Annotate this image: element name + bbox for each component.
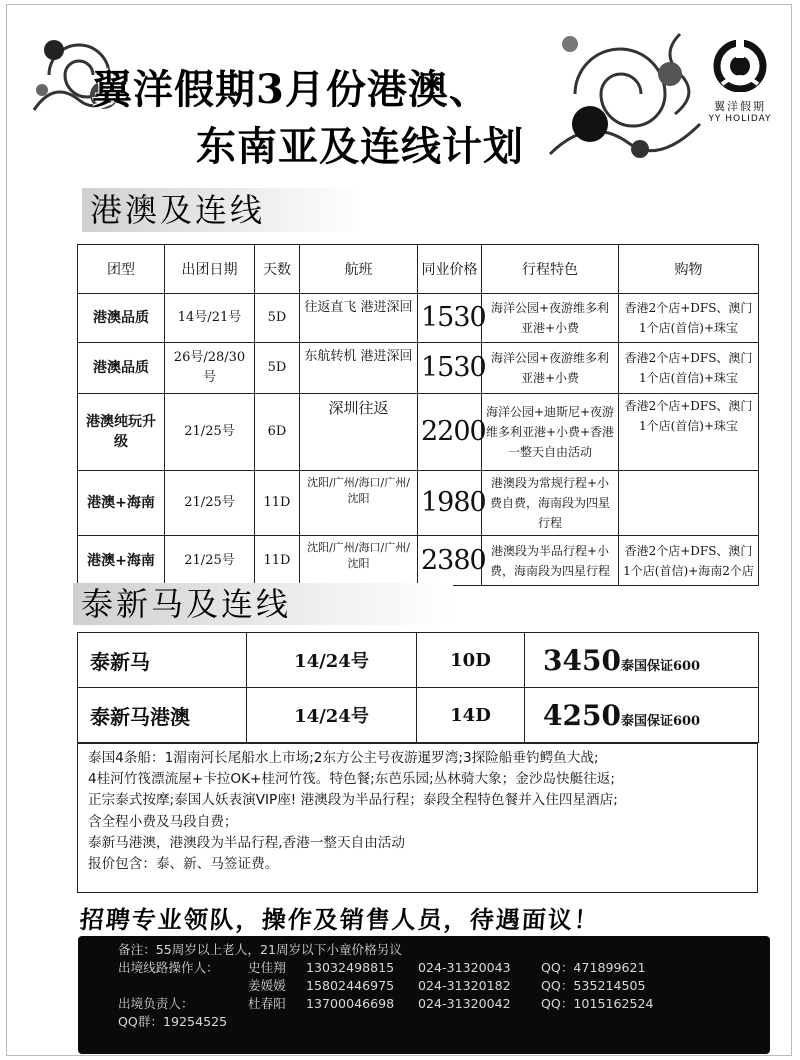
- tour-type: 港澳纯玩升级: [78, 394, 165, 471]
- table-row: [78, 633, 759, 688]
- table-row: [78, 294, 759, 343]
- route-name: 泰新马港澳: [78, 688, 247, 743]
- route-price-note: 泰国保证600: [620, 713, 701, 729]
- operator-label: 出境线路操作人：: [118, 960, 219, 975]
- note-line: 含全程小费及马段自费；: [88, 813, 238, 830]
- contact-footer: [78, 936, 770, 1054]
- section-heading-thai-sin-malay: 泰新马及连线: [73, 583, 453, 625]
- operator-mobile: 13032498815: [306, 960, 395, 975]
- tour-date: 21/25号: [165, 394, 255, 471]
- tour-days: 11D: [255, 471, 300, 536]
- route-price: 4250: [543, 698, 621, 732]
- tour-flight: 深圳往返: [300, 394, 418, 471]
- operator-qq: QQ：535214505: [541, 978, 646, 993]
- manager-qq: QQ：1015162524: [541, 996, 654, 1011]
- thai-sin-malay-table: [77, 632, 759, 743]
- decorative-swirl-icon: [530, 14, 710, 174]
- table-row: [78, 536, 759, 586]
- tour-days: 5D: [255, 294, 300, 343]
- table-header-row: [78, 245, 759, 294]
- route-price-cell: [525, 633, 759, 688]
- note-line: 泰国4条船：1湄南河长尾船水上市场;2东方公主号夜游暹罗湾;3探险船垂钓鳄鱼大战;: [88, 750, 599, 766]
- poster-title-line1: 翼洋假期3月份港澳、: [92, 66, 490, 113]
- qq-group: QQ群：19254525: [118, 1014, 228, 1029]
- footer-note: 备注：55周岁以上老人，21周岁以下小童价格另议: [118, 942, 402, 957]
- poster-title-line2: 东南亚及连线计划: [196, 123, 524, 170]
- tour-days: 6D: [255, 394, 300, 471]
- tour-date: 26号/28/30号: [165, 343, 255, 394]
- tour-date: 14号/21号: [165, 294, 255, 343]
- tour-type: 港澳+海南: [78, 536, 165, 586]
- column-header: 团型: [78, 245, 165, 294]
- yy-logo-icon: [712, 40, 768, 92]
- route-date: 14/24号: [247, 633, 417, 688]
- tour-price: 1980: [418, 471, 482, 536]
- tour-features: 港澳段为半品行程+小费，海南段为四星行程: [482, 536, 619, 586]
- table-row: [78, 688, 759, 743]
- tour-features: 海洋公园+夜游维多利亚港+小费: [482, 343, 619, 394]
- manager-tel: 024-31320042: [418, 996, 511, 1011]
- logo-name-en: YY HOLIDAY: [708, 114, 772, 124]
- itinerary-notes: [77, 743, 758, 893]
- tour-features: 海洋公园+夜游维多利亚港+小费: [482, 294, 619, 343]
- tour-type: 港澳品质: [78, 294, 165, 343]
- route-name: 泰新马: [78, 633, 247, 688]
- tour-date: 21/25号: [165, 471, 255, 536]
- section-heading-hk-macau: 港澳及连线: [82, 188, 362, 232]
- route-price: 3450: [543, 643, 621, 677]
- manager-name: 杜春阳: [248, 996, 286, 1011]
- column-header: 天数: [255, 245, 300, 294]
- note-line: 4桂河竹筏漂流屋+卡拉OK+桂河竹筏。特色餐;东芭乐园;丛林骑大象；金沙岛快艇往返;: [88, 771, 615, 788]
- logo-name-cn: 翼洋假期: [714, 100, 766, 113]
- table-row: [78, 394, 759, 471]
- tour-price: 2380: [418, 536, 482, 586]
- note-line: 正宗泰式按摩;泰国人妖表演VIP座! 港澳段为半品行程；泰段全程特色餐并入住四星酒店;: [88, 792, 618, 809]
- route-date: 14/24号: [247, 688, 417, 743]
- tour-type: 港澳+海南: [78, 471, 165, 536]
- operator-mobile: 15802446975: [306, 978, 395, 993]
- route-days: 10D: [417, 633, 525, 688]
- manager-label: 出境负责人：: [118, 996, 194, 1011]
- tour-flight: 往返直飞 港进深回: [300, 294, 418, 343]
- note-line: 报价包含：泰、新、马签证费。: [88, 856, 279, 873]
- tour-shopping: 香港2个店+DFS、澳门1个店(首信)+海南2个店: [619, 536, 759, 586]
- column-header: 购物: [619, 245, 759, 294]
- hk-macau-tour-table: [77, 244, 759, 586]
- table-row: [78, 471, 759, 536]
- manager-mobile: 13700046698: [306, 996, 395, 1011]
- column-header: 同业价格: [418, 245, 482, 294]
- column-header: 出团日期: [165, 245, 255, 294]
- route-price-cell: [525, 688, 759, 743]
- tour-flight: 东航转机 港进深回: [300, 343, 418, 394]
- operator-tel: 024-31320043: [418, 960, 511, 975]
- tour-shopping: 香港2个店+DFS、澳门1个店(首信)+珠宝: [619, 343, 759, 394]
- operator-name: 姜媛媛: [248, 978, 286, 993]
- route-days: 14D: [417, 688, 525, 743]
- recruitment-banner: 招聘专业领队，操作及销售人员，待遇面议！: [78, 906, 601, 934]
- tour-type: 港澳品质: [78, 343, 165, 394]
- tour-price: 2200: [418, 394, 482, 471]
- tour-features: 港澳段为常规行程+小费自费，海南段为四星行程: [482, 471, 619, 536]
- tour-days: 11D: [255, 536, 300, 586]
- tour-price: 1530: [418, 343, 482, 394]
- column-header: 航班: [300, 245, 418, 294]
- operator-qq: QQ：471899621: [541, 960, 646, 975]
- operator-name: 史佳翔: [248, 960, 286, 975]
- tour-flight: 沈阳/广州/海口/广州/沈阳: [300, 471, 418, 536]
- tour-price: 1530: [418, 294, 482, 343]
- table-row: [78, 343, 759, 394]
- tour-flight: 沈阳/广州/海口/广州/沈阳: [300, 536, 418, 586]
- tour-features: 海洋公园+迪斯尼+夜游维多利亚港+小费+香港一整天自由活动: [482, 394, 619, 471]
- tour-date: 21/25号: [165, 536, 255, 586]
- tour-days: 5D: [255, 343, 300, 394]
- tour-shopping: 香港2个店+DFS、澳门1个店(首信)+珠宝: [619, 294, 759, 343]
- tour-shopping: [619, 471, 759, 536]
- tour-shopping: 香港2个店+DFS、澳门1个店(首信)+珠宝: [619, 394, 759, 471]
- column-header: 行程特色: [482, 245, 619, 294]
- route-price-note: 泰国保证600: [620, 658, 701, 674]
- note-line: 泰新马港澳，港澳段为半品行程,香港一整天自由活动: [88, 834, 405, 851]
- company-logo: [700, 40, 780, 124]
- operator-tel: 024-31320182: [418, 978, 511, 993]
